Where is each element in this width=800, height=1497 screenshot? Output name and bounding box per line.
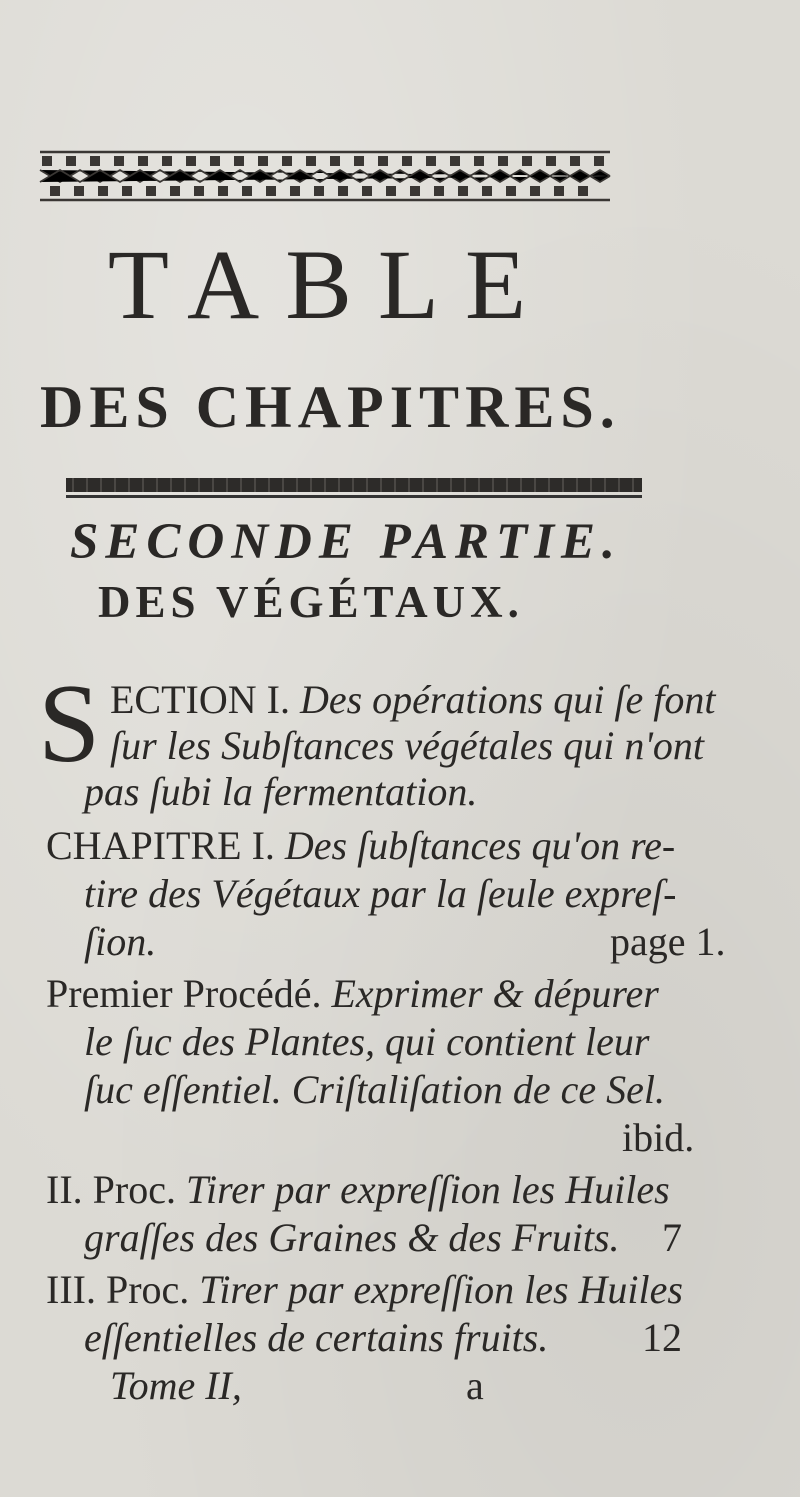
procedure-1-text-line-1: Exprimer & dépurer	[331, 971, 659, 1016]
procedure-1-text-line-3: ſuc eſſentiel. Criſtaliſation de ce Sel.	[84, 1067, 665, 1112]
volume-label: Tome II,	[110, 1363, 242, 1408]
section-heading: ECTION I.	[110, 677, 290, 722]
page-subtitle: DES CHAPITRES.	[40, 374, 621, 440]
procedure-3-heading: III. Proc.	[46, 1267, 190, 1312]
section-text-line-1: Des opérations qui ſe font	[299, 677, 716, 722]
procedure-1-page-number: ibid.	[622, 1115, 695, 1160]
procedure-2-heading: II. Proc.	[46, 1167, 176, 1212]
toc-entry-chapter-1	[46, 822, 675, 870]
chapter-text-line-2: tire des Végétaux par la ſeule expreſ-	[84, 871, 677, 916]
part-title: SECONDE PARTIE.	[70, 514, 622, 570]
section-text-line-3: pas ſubi la fermentation.	[84, 769, 478, 814]
drop-cap: S	[38, 662, 101, 786]
part-subtitle: DES VÉGÉTAUX.	[98, 577, 524, 627]
procedure-1-text-line-2: le ſuc des Plantes, qui contient leur	[84, 1019, 650, 1064]
procedure-2-page-number: 7	[662, 1215, 682, 1260]
section-text-line-2: ſur les Subſtances végétales qui n'ont	[110, 723, 705, 768]
toc-entry-section-1	[110, 676, 716, 724]
toc-entry-procedure-3	[46, 1266, 683, 1314]
procedure-1-heading: Premier Procédé.	[46, 971, 322, 1016]
toc-entry-procedure-1	[46, 970, 659, 1018]
toc-entry-procedure-2	[46, 1166, 670, 1214]
signature-mark: a	[466, 1363, 484, 1408]
chapter-page-number: page 1.	[610, 919, 726, 964]
procedure-3-text-line-1: Tirer par expreſſion les Huiles	[199, 1267, 683, 1312]
chapter-text-line-3: ſion.	[84, 919, 157, 964]
procedure-3-page-number: 12	[642, 1315, 682, 1360]
chapter-text-line-1: Des ſubſtances qu'on re-	[284, 823, 676, 868]
page-title: TABLE	[107, 229, 553, 340]
procedure-2-text-line-1: Tirer par expreſſion les Huiles	[185, 1167, 670, 1212]
chapter-heading: CHAPITRE I.	[46, 823, 275, 868]
procedure-2-text-line-2: graſſes des Graines & des Fruits.	[84, 1215, 620, 1260]
procedure-3-text-line-2: eſſentielles de certains fruits.	[84, 1315, 549, 1360]
